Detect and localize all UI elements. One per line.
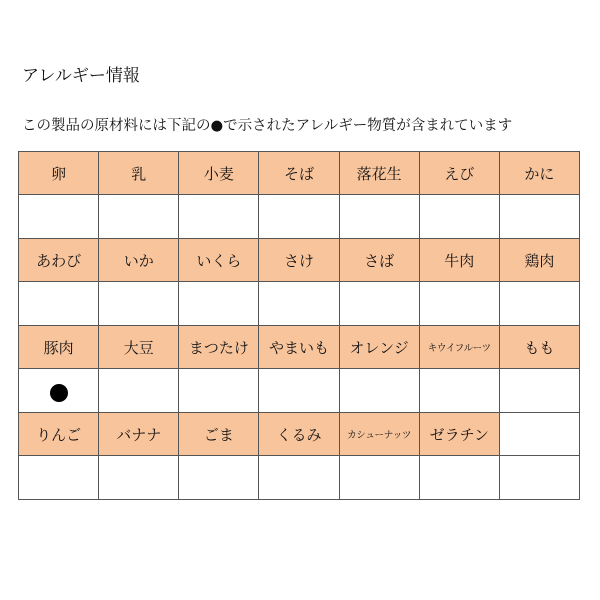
- allergen-name-cell: まつたけ: [179, 326, 259, 369]
- allergen-name-cell: そば: [259, 152, 339, 195]
- allergen-mark-cell: [19, 282, 99, 326]
- allergen-name-cell: キウイフルーツ: [419, 326, 499, 369]
- allergen-mark-cell: [99, 369, 179, 413]
- allergen-mark-cell: [499, 456, 579, 500]
- allergen-mark-cell: [339, 369, 419, 413]
- allergen-mark-cell: [99, 282, 179, 326]
- allergen-mark-cell: [339, 456, 419, 500]
- intro-text: この製品の原材料には下記の●で示されたアレルギー物質が含まれています: [22, 118, 513, 134]
- allergen-name-cell: 小麦: [179, 152, 259, 195]
- allergen-name-cell: 卵: [19, 152, 99, 195]
- allergen-mark-cell: [499, 195, 579, 239]
- page-title: アレルギー情報: [22, 66, 140, 86]
- allergen-mark-cell: [179, 195, 259, 239]
- allergen-name-cell: ごま: [179, 413, 259, 456]
- contains-allergen-dot: [50, 384, 68, 402]
- allergen-mark-cell: [259, 456, 339, 500]
- allergen-name-cell: いくら: [179, 239, 259, 282]
- allergen-name-cell: オレンジ: [339, 326, 419, 369]
- allergen-name-cell: やまいも: [259, 326, 339, 369]
- allergen-mark-cell: [339, 195, 419, 239]
- allergen-name-cell: 落花生: [339, 152, 419, 195]
- allergen-name-cell: さけ: [259, 239, 339, 282]
- allergen-mark-cell: [99, 195, 179, 239]
- allergen-mark-row: [19, 282, 580, 326]
- allergen-name-cell: くるみ: [259, 413, 339, 456]
- allergen-name-cell: 豚肉: [19, 326, 99, 369]
- allergen-name-row: [19, 239, 580, 282]
- allergen-mark-cell: [499, 369, 579, 413]
- allergen-mark-cell: [259, 195, 339, 239]
- allergen-mark-cell: [19, 195, 99, 239]
- allergen-mark-cell: [19, 456, 99, 500]
- allergen-name-cell: あわび: [19, 239, 99, 282]
- allergen-mark-cell: [179, 282, 259, 326]
- allergen-mark-cell: [419, 369, 499, 413]
- allergen-name-cell: もも: [499, 326, 579, 369]
- allergen-name-cell: いか: [99, 239, 179, 282]
- allergen-name-cell: えび: [419, 152, 499, 195]
- allergen-mark-cell: [419, 456, 499, 500]
- allergen-name-cell: ゼラチン: [419, 413, 499, 456]
- allergen-mark-cell: [339, 282, 419, 326]
- allergen-name-row: [19, 413, 580, 456]
- allergen-mark-cell: [419, 282, 499, 326]
- allergen-name-cell: さば: [339, 239, 419, 282]
- allergen-name-cell: バナナ: [99, 413, 179, 456]
- allergen-mark-cell: [179, 456, 259, 500]
- allergen-name-cell: 乳: [99, 152, 179, 195]
- allergen-mark-cell: [259, 369, 339, 413]
- allergen-name-cell: 大豆: [99, 326, 179, 369]
- allergen-mark-cell: [179, 369, 259, 413]
- allergen-name-cell: 牛肉: [419, 239, 499, 282]
- allergen-mark-row: [19, 369, 580, 413]
- allergen-mark-row: [19, 195, 580, 239]
- allergen-name-row: [19, 152, 580, 195]
- allergen-name-cell: 鶏肉: [499, 239, 579, 282]
- allergen-mark-row: [19, 456, 580, 500]
- allergen-name-row: [19, 326, 580, 369]
- allergen-name-cell-empty: [499, 413, 579, 456]
- allergen-mark-cell: [99, 456, 179, 500]
- allergen-name-cell: カシューナッツ: [339, 413, 419, 456]
- allergen-table: [18, 151, 580, 500]
- allergen-mark-cell: [19, 369, 99, 413]
- allergen-mark-cell: [259, 282, 339, 326]
- allergen-name-cell: かに: [499, 152, 579, 195]
- allergen-mark-cell: [419, 195, 499, 239]
- allergen-mark-cell: [499, 282, 579, 326]
- allergen-name-cell: りんご: [19, 413, 99, 456]
